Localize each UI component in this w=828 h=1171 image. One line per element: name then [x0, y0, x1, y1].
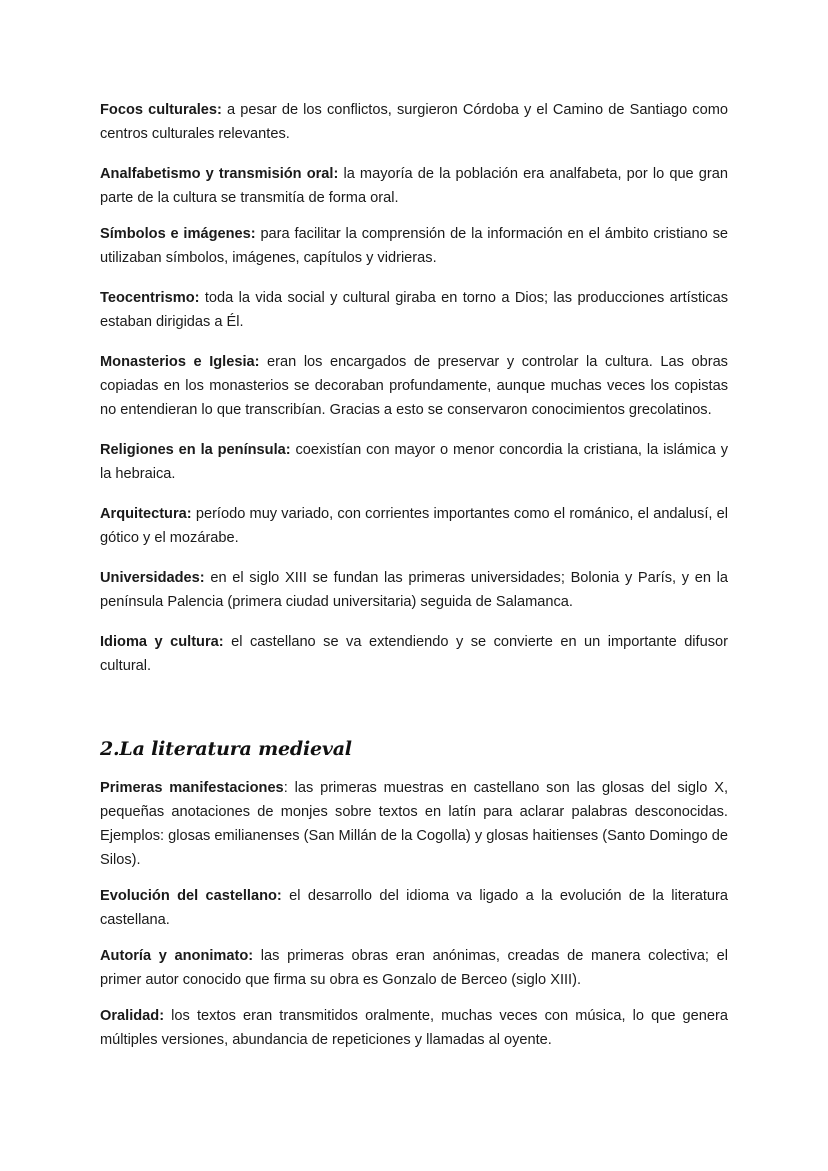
term-primeras-manifestaciones: Primeras manifestaciones [100, 780, 284, 796]
paragraph-arquitectura [100, 502, 728, 550]
paragraph-autoria-anonimato [100, 944, 728, 992]
text-primeras-manifestaciones: : las primeras muestras en castellano son las glosas del siglo X, pequeñas anotaciones de monjes sobre textos en latín para aclarar palabras desconocidas. Ejemplos: glosas emilianenses (San Millán de la Cogolla) y glosas haitienses (Santo Domingo de Silos). [100, 780, 729, 868]
term-focos-culturales: Focos culturales: [100, 102, 222, 118]
paragraph-teocentrismo [100, 286, 728, 334]
paragraph-primeras-manifestaciones [100, 776, 728, 872]
term-analfabetismo: Analfabetismo y transmisión oral: [100, 166, 339, 182]
paragraph-simbolos [100, 222, 728, 270]
term-religiones: Religiones en la península: [100, 442, 291, 458]
text-analfabetismo: la mayoría de la población era analfabeta, por lo que gran parte de la cultura se transmitía de forma oral. [100, 166, 728, 206]
text-universidades: en el siglo XIII se fundan las primeras universidades; Bolonia y París, y en la península Palencia (primera ciudad universitaria) seguida de Salamanca. [100, 570, 728, 610]
paragraph-evolucion-castellano [100, 884, 728, 932]
text-religiones: coexistían con mayor o menor concordia la cristiana, la islámica y la hebraica. [100, 442, 728, 482]
term-simbolos: Símbolos e imágenes: [100, 226, 256, 242]
text-focos-culturales: a pesar de los conflictos, surgieron Córdoba y el Camino de Santiago como centros culturales relevantes. [100, 102, 728, 142]
text-evolucion-castellano: el desarrollo del idioma va ligado a la evolución de la literatura castellana. [100, 888, 728, 928]
term-arquitectura: Arquitectura: [100, 506, 192, 522]
text-teocentrismo: toda la vida social y cultural giraba en torno a Dios; las producciones artísticas estaban dirigidas a Él. [100, 290, 728, 330]
term-idioma-cultura: Idioma y cultura: [100, 634, 224, 650]
term-evolucion-castellano: Evolución del castellano: [100, 888, 282, 904]
paragraph-monasterios [100, 350, 728, 422]
term-autoria-anonimato: Autoría y anonimato: [100, 948, 254, 964]
text-autoria-anonimato: las primeras obras eran anónimas, creadas de manera colectiva; el primer autor conocido que firma su obra es Gonzalo de Berceo (siglo XIII). [100, 948, 728, 988]
document-page [100, 98, 728, 1052]
paragraph-oralidad [100, 1004, 728, 1052]
paragraph-focos-culturales [100, 98, 728, 146]
paragraph-analfabetismo [100, 162, 728, 210]
text-idioma-cultura: el castellano se va extendiendo y se convierte en un importante difusor cultural. [100, 634, 728, 674]
term-monasterios: Monasterios e Iglesia: [100, 354, 260, 370]
section-title-literatura-medieval: 2.La literatura medieval [100, 738, 352, 760]
paragraph-universidades [100, 566, 728, 614]
paragraph-idioma-cultura [100, 630, 728, 678]
paragraph-religiones [100, 438, 728, 486]
term-oralidad: Oralidad: [100, 1008, 165, 1024]
text-simbolos: para facilitar la comprensión de la información en el ámbito cristiano se utilizaban símbolos, imágenes, capítulos y vidrieras. [100, 226, 728, 266]
text-oralidad: los textos eran transmitidos oralmente, muchas veces con música, lo que genera múltiples versiones, abundancia de repeticiones y llamadas al oyente. [100, 1008, 728, 1048]
term-teocentrismo: Teocentrismo: [100, 290, 200, 306]
term-universidades: Universidades: [100, 570, 205, 586]
text-monasterios: eran los encargados de preservar y controlar la cultura. Las obras copiadas en los monasterios se decoraban profundamente, aunque muchas veces los copistas no entendieran lo que transcribían. Gracias a esto se conservaron conocimientos grecolatinos. [100, 354, 728, 418]
text-arquitectura: período muy variado, con corrientes importantes como el románico, el andalusí, el gótico y el mozárabe. [100, 506, 728, 546]
